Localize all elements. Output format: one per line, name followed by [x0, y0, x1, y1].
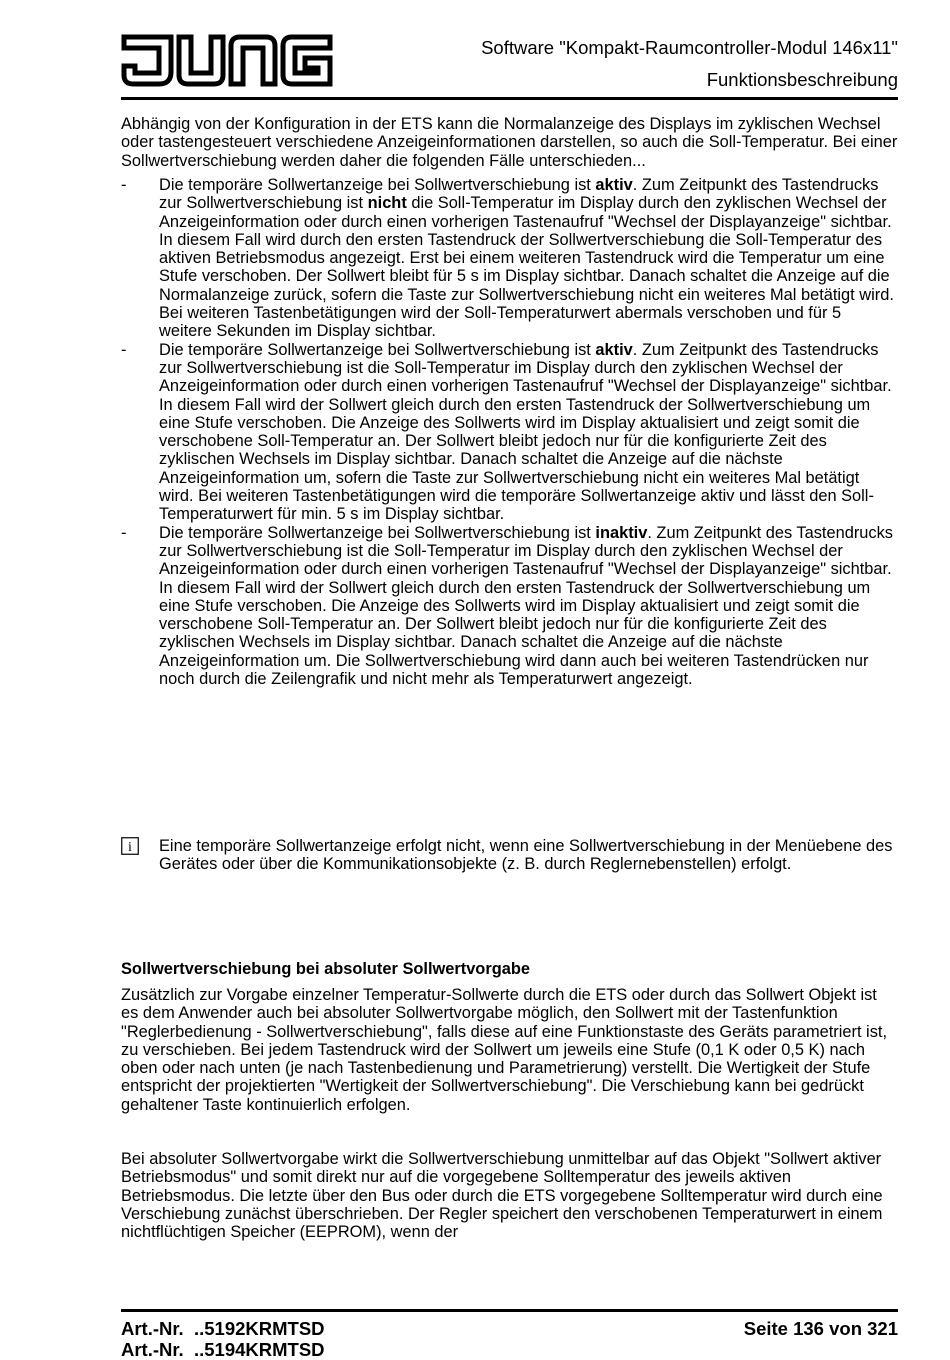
info-note — [121, 837, 898, 874]
list-item-detail: In diesem Fall wird der Sollwert gleich durch den ersten Tastendruck der Sollwertverschiebung um eine Stufe verschoben. Die Anzeige des Sollwerts wird im Display aktualisiert und zeigt somit die verschobene Soll-Temperatur an. Der Sollwert bleibt jedoch nur für die konfigurierte Zeit des zyklischen Wechsels im Display sichtbar. Danach schaltet die Anzeige auf die nächste Anzeigeinformation um, sofern die Taste zur Sollwertverschiebung nicht ein weiteres Mal betätigt wird. Bei weiteren Tastenbetätigungen wird die temporäre Sollwertanzeige aktiv und lässt den Soll-Temperaturwert für min. 5 s im Display sichtbar. — [159, 395, 874, 524]
article-number: Art.-Nr. ..5192KRMTSD — [121, 1318, 325, 1339]
document-subtitle: Funktionsbeschreibung — [706, 69, 898, 90]
list-dash: - — [121, 523, 127, 542]
intro-paragraph: Abhängig von der Konfiguration in der ETS kann die Normalanzeige des Displays im zyklischen Wechsel oder tastengesteuert verschiedene Anzeigeinformationen darstellen, so auch die Soll-Temperatur. Bei einer Sollwertverschiebung werden daher die folgenden Fälle unterschieden... — [121, 115, 898, 170]
section-paragraph: Zusätzlich zur Vorgabe einzelner Temperatur-Sollwerte durch die ETS oder durch das Sollwert Objekt ist es dem Anwender auch bei absoluter Sollwertvorgabe möglich, den Sollwert mit der Tastenfunktion "Reglerbedienung - Sollwertverschiebung", falls diese auf eine Funktionstaste des Geräts parametriert ist, zu verschieben. Bei jedem Tastendruck wird der Sollwert um jeweils eine Stufe (0,1 K oder 0,5 K) nach oben oder nach unten (je nach Tastenbedienung und Parametrierung) verstellt. Die Wertigkeit der Stufe entspricht der projektierten "Wertigkeit der Sollwertverschiebung". Die Verschiebung kann bei gedrückt gehaltener Taste kontinuierlich erfolgen. — [121, 986, 887, 1114]
article-numbers — [121, 1318, 325, 1360]
document-title: Software "Kompakt-Raumcontroller-Modul 146x11" — [481, 37, 898, 58]
list-item — [121, 341, 898, 524]
jung-logo — [121, 34, 335, 88]
list-item-text: Die temporäre Sollwertanzeige bei Sollwertverschiebung ist inaktiv. Zum Zeitpunkt des Tastendrucks zur Sollwertverschiebung ist die Soll-Temperatur im Display durch den zyklischen Wechsel der Anzeigeinformation oder durch einen vorherigen Tastenaufruf "Wechsel der Displayanzeige" sichtbar. — [159, 523, 893, 579]
case-list — [121, 176, 898, 688]
section-heading: Sollwertverschiebung bei absoluter Sollwertvorgabe — [121, 960, 530, 978]
emphasis: aktiv — [595, 340, 633, 359]
info-note-text: Eine temporäre Sollwertanzeige erfolgt nicht, wenn eine Sollwertverschiebung in der Menüebene des Gerätes oder über die Kommunikationsobjekte (z. B. durch Reglernebenstellen) erfolgt. — [159, 837, 893, 874]
section-paragraph: Bei absoluter Sollwertvorgabe wirkt die Sollwertverschiebung unmittelbar auf das Objekt "Sollwert aktiver Betriebsmodus" und somit direkt nur auf die vorgegebene Solltemperatur des jeweils aktiven Betriebsmodus. Die letzte über den Bus oder durch die ETS vorgegebene Solltemperatur wird durch eine Verschiebung zunächst überschrieben. Der Regler speichert den verschobenen Temperaturwert in einem nichtflüchtigen Speicher (EEPROM), wenn der — [121, 1150, 883, 1242]
page-number: Seite 136 von 321 — [743, 1318, 898, 1339]
svg-text:i: i — [128, 840, 132, 855]
footer-rule — [121, 1309, 898, 1312]
list-item — [121, 524, 898, 689]
emphasis: nicht — [367, 194, 407, 213]
article-number: Art.-Nr. ..5194KRMTSD — [121, 1339, 325, 1360]
info-icon — [121, 837, 139, 855]
emphasis: aktiv — [595, 176, 633, 194]
list-item-detail: In diesem Fall wird durch den ersten Tastendruck der Sollwertverschiebung die Soll-Temperatur des aktiven Betriebsmodus angezeigt. Erst bei einem weiteren Tastendruck wird die Temperatur um eine Stufe verschoben. Der Sollwert bleibt für 5 s im Display sichtbar. Danach schaltet die Anzeige auf die Normalanzeige zurück, sofern die Taste zur Sollwertverschiebung nicht ein weiteres Mal betätigt wird. Bei weiteren Tastenbetätigungen wird der Soll-Temperaturwert abermals verschoben und für 5 weitere Sekunden im Display sichtbar. — [159, 230, 894, 341]
list-item — [121, 176, 898, 341]
emphasis: inaktiv — [595, 523, 648, 542]
list-item-text: Die temporäre Sollwertanzeige bei Sollwertverschiebung ist aktiv. Zum Zeitpunkt des Tastendrucks zur Sollwertverschiebung ist nicht die Soll-Temperatur im Display durch den zyklischen Wechsel der Anzeigeinformation oder durch einen vorherigen Tastenaufruf "Wechsel der Displayanzeige" sichtbar. — [159, 176, 892, 231]
list-dash: - — [121, 340, 127, 359]
list-item-detail: In diesem Fall wird der Sollwert gleich durch den ersten Tastendruck der Sollwertverschiebung um eine Stufe verschoben. Die Anzeige des Sollwerts wird im Display aktualisiert und zeigt somit die verschobene Soll-Temperatur an. Der Sollwert bleibt jedoch nur für die konfigurierte Zeit des zyklischen Wechsels im Display sichtbar. Danach schaltet die Anzeige auf die nächste Anzeigeinformation um. Die Sollwertverschiebung wird dann auch bei weiteren Tastendrücken nur noch durch die Zeilengrafik und nicht mehr als Temperaturwert angezeigt. — [159, 578, 871, 689]
header-rule — [121, 97, 898, 100]
list-dash: - — [121, 176, 127, 194]
list-item-text: Die temporäre Sollwertanzeige bei Sollwertverschiebung ist aktiv. Zum Zeitpunkt des Tastendrucks zur Sollwertverschiebung ist die Soll-Temperatur im Display durch den zyklischen Wechsel der Anzeigeinformation oder durch einen vorherigen Tastenaufruf "Wechsel der Displayanzeige" sichtbar. — [159, 340, 892, 396]
